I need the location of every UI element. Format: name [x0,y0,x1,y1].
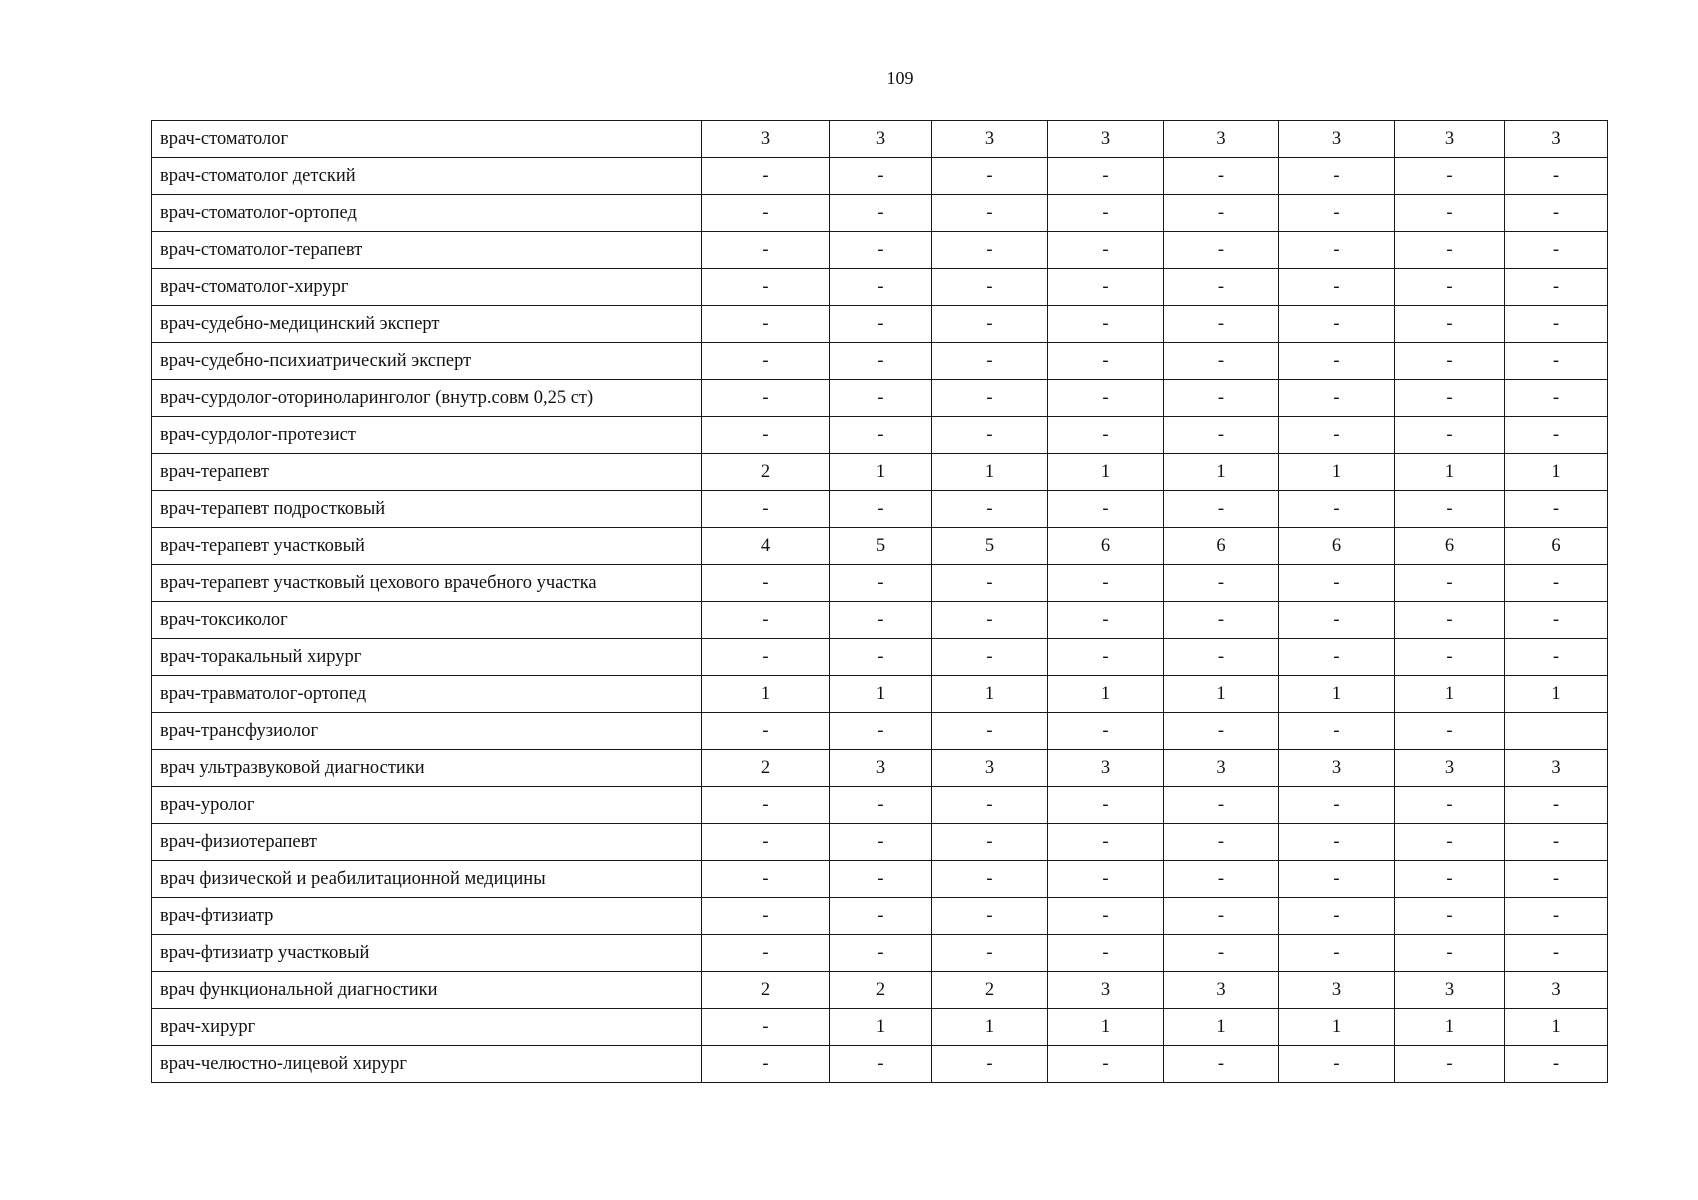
value-cell: - [1164,713,1279,750]
value-cell: - [702,639,830,676]
value-cell: 1 [1395,454,1505,491]
value-cell: - [1164,787,1279,824]
value-cell: - [1505,565,1608,602]
value-cell: - [1164,602,1279,639]
table-row [152,491,1608,528]
value-cell: 3 [1505,121,1608,158]
value-cell: - [932,787,1048,824]
value-cell: 3 [1048,972,1164,1009]
value-cell: - [702,565,830,602]
value-cell: 2 [702,454,830,491]
value-cell: - [830,898,932,935]
value-cell: 1 [1048,454,1164,491]
value-cell: 2 [932,972,1048,1009]
table-row [152,787,1608,824]
value-cell: - [1164,195,1279,232]
value-cell: - [932,639,1048,676]
table-body [152,121,1608,1083]
value-cell: - [1164,639,1279,676]
value-cell: 2 [830,972,932,1009]
table-row [152,713,1608,750]
value-cell: 1 [1279,676,1395,713]
value-cell: 3 [932,121,1048,158]
value-cell: - [932,195,1048,232]
table-row [152,306,1608,343]
value-cell: 3 [1048,750,1164,787]
position-name-cell: врач-стоматолог [152,121,702,158]
value-cell: - [702,861,830,898]
table-row [152,121,1608,158]
value-cell: - [932,269,1048,306]
value-cell: 1 [1279,454,1395,491]
position-name-cell: врач физической и реабилитационной медицины [152,861,702,898]
value-cell: - [1048,195,1164,232]
value-cell: - [830,1046,932,1083]
value-cell: - [702,1046,830,1083]
value-cell: - [1164,861,1279,898]
value-cell: 3 [1048,121,1164,158]
position-name-cell: врач-судебно-медицинский эксперт [152,306,702,343]
value-cell: - [1048,491,1164,528]
value-cell: - [1279,787,1395,824]
value-cell: - [1505,824,1608,861]
value-cell: 1 [932,676,1048,713]
table-row [152,602,1608,639]
value-cell: - [1279,269,1395,306]
value-cell: - [1279,380,1395,417]
value-cell: 6 [1279,528,1395,565]
table-row [152,861,1608,898]
value-cell: - [1279,898,1395,935]
value-cell: - [1395,787,1505,824]
staffing-table [151,120,1608,1083]
value-cell: 3 [1395,972,1505,1009]
value-cell: - [1395,232,1505,269]
value-cell: - [932,417,1048,454]
value-cell: - [1164,306,1279,343]
value-cell: 1 [1395,1009,1505,1046]
value-cell: - [702,158,830,195]
value-cell: - [830,602,932,639]
value-cell: - [1048,824,1164,861]
value-cell: - [1164,935,1279,972]
value-cell: - [702,898,830,935]
table-row [152,898,1608,935]
value-cell: 1 [932,454,1048,491]
value-cell: 1 [932,1009,1048,1046]
value-cell: - [932,343,1048,380]
table-row [152,972,1608,1009]
value-cell: - [1505,787,1608,824]
value-cell: - [1279,232,1395,269]
position-name-cell: врач функциональной диагностики [152,972,702,1009]
table-row [152,454,1608,491]
value-cell: - [1164,158,1279,195]
value-cell: - [1505,232,1608,269]
value-cell: - [1048,898,1164,935]
value-cell: - [1048,861,1164,898]
value-cell: - [702,306,830,343]
value-cell: - [1505,195,1608,232]
position-name-cell: врач-уролог [152,787,702,824]
position-name-cell: врач-челюстно-лицевой хирург [152,1046,702,1083]
position-name-cell: врач-хирург [152,1009,702,1046]
value-cell: - [1048,565,1164,602]
table-row [152,158,1608,195]
value-cell: - [1279,935,1395,972]
table-row [152,1009,1608,1046]
value-cell: - [1164,417,1279,454]
value-cell: 1 [1164,1009,1279,1046]
value-cell: - [1279,1046,1395,1083]
value-cell: - [1505,898,1608,935]
value-cell: - [1395,602,1505,639]
value-cell: 6 [1164,528,1279,565]
value-cell: - [1279,713,1395,750]
value-cell: - [1505,861,1608,898]
table-row [152,750,1608,787]
value-cell: - [830,380,932,417]
value-cell: - [830,306,932,343]
value-cell [1505,713,1608,750]
position-name-cell: врач ультразвуковой диагностики [152,750,702,787]
value-cell: 1 [830,1009,932,1046]
value-cell: 3 [1505,972,1608,1009]
value-cell: - [1505,380,1608,417]
value-cell: 6 [1048,528,1164,565]
value-cell: - [830,343,932,380]
value-cell: - [702,195,830,232]
value-cell: - [702,417,830,454]
value-cell: - [1279,639,1395,676]
value-cell: 3 [702,121,830,158]
value-cell: 1 [1505,1009,1608,1046]
value-cell: - [1279,417,1395,454]
value-cell: - [830,861,932,898]
table-row [152,232,1608,269]
value-cell: - [1048,158,1164,195]
position-name-cell: врач-терапевт [152,454,702,491]
value-cell: - [1505,602,1608,639]
value-cell: - [932,491,1048,528]
table-row [152,195,1608,232]
value-cell: - [1048,232,1164,269]
value-cell: - [702,713,830,750]
value-cell: - [1279,861,1395,898]
value-cell: - [702,232,830,269]
value-cell: 4 [702,528,830,565]
value-cell: - [702,380,830,417]
value-cell: - [1395,898,1505,935]
value-cell: - [830,417,932,454]
value-cell: - [1395,824,1505,861]
value-cell: - [1164,1046,1279,1083]
value-cell: - [1048,639,1164,676]
value-cell: - [1279,602,1395,639]
value-cell: - [1505,1046,1608,1083]
value-cell: - [1048,343,1164,380]
value-cell: - [1505,269,1608,306]
value-cell: - [1505,639,1608,676]
table-row [152,639,1608,676]
position-name-cell: врач-терапевт участковый цехового врачебного участка [152,565,702,602]
value-cell: - [1395,639,1505,676]
position-name-cell: врач-физиотерапевт [152,824,702,861]
value-cell: - [1505,158,1608,195]
value-cell: - [932,824,1048,861]
value-cell: - [702,824,830,861]
value-cell: - [932,306,1048,343]
value-cell: - [830,565,932,602]
table-row [152,343,1608,380]
value-cell: - [1164,824,1279,861]
value-cell: - [1279,565,1395,602]
value-cell: - [830,639,932,676]
value-cell: - [702,491,830,528]
position-name-cell: врач-стоматолог-терапевт [152,232,702,269]
value-cell: - [932,565,1048,602]
value-cell: - [1048,269,1164,306]
value-cell: 3 [1395,750,1505,787]
value-cell: - [1505,417,1608,454]
value-cell: - [1279,824,1395,861]
position-name-cell: врач-токсиколог [152,602,702,639]
value-cell: - [702,787,830,824]
value-cell: 6 [1395,528,1505,565]
value-cell: 5 [830,528,932,565]
table-row [152,824,1608,861]
value-cell: 3 [1164,750,1279,787]
value-cell: - [1395,343,1505,380]
value-cell: - [1279,306,1395,343]
table-row [152,935,1608,972]
value-cell: - [1048,602,1164,639]
table-row [152,269,1608,306]
value-cell: 3 [1164,972,1279,1009]
value-cell: 3 [1279,972,1395,1009]
position-name-cell: врач-сурдолог-протезист [152,417,702,454]
value-cell: - [1164,491,1279,528]
value-cell: 1 [830,454,932,491]
value-cell: - [830,935,932,972]
value-cell: - [702,602,830,639]
table-row [152,676,1608,713]
value-cell: - [932,861,1048,898]
value-cell: - [1164,898,1279,935]
value-cell: - [1395,306,1505,343]
value-cell: 3 [1164,121,1279,158]
position-name-cell: врач-торакальный хирург [152,639,702,676]
value-cell: 2 [702,972,830,1009]
table-row [152,565,1608,602]
value-cell: - [702,935,830,972]
value-cell: - [1048,1046,1164,1083]
value-cell: - [1048,380,1164,417]
value-cell: 3 [830,750,932,787]
value-cell: 1 [830,676,932,713]
value-cell: - [702,343,830,380]
value-cell: 3 [830,121,932,158]
value-cell: - [1505,491,1608,528]
position-name-cell: врач-судебно-психиатрический эксперт [152,343,702,380]
value-cell: - [1048,935,1164,972]
table-row [152,528,1608,565]
value-cell: - [1279,195,1395,232]
table-row [152,1046,1608,1083]
value-cell: - [830,491,932,528]
position-name-cell: врач-травматолог-ортопед [152,676,702,713]
position-name-cell: врач-сурдолог-оториноларинголог (внутр.совм 0,25 ст) [152,380,702,417]
value-cell: 3 [1279,121,1395,158]
value-cell: 1 [1279,1009,1395,1046]
value-cell: - [932,898,1048,935]
value-cell: 1 [1505,676,1608,713]
value-cell: - [1395,417,1505,454]
table-row [152,417,1608,454]
value-cell: 5 [932,528,1048,565]
value-cell: 3 [1505,750,1608,787]
value-cell: - [1279,343,1395,380]
value-cell: - [1395,269,1505,306]
value-cell: - [830,787,932,824]
value-cell: 1 [1164,676,1279,713]
value-cell: 1 [1164,454,1279,491]
value-cell: 3 [1279,750,1395,787]
value-cell: 6 [1505,528,1608,565]
value-cell: - [932,232,1048,269]
value-cell: - [830,824,932,861]
value-cell: - [830,713,932,750]
value-cell: - [830,158,932,195]
value-cell: 1 [702,676,830,713]
value-cell: 2 [702,750,830,787]
position-name-cell: врач-фтизиатр участковый [152,935,702,972]
position-name-cell: врач-стоматолог-ортопед [152,195,702,232]
value-cell: - [1164,343,1279,380]
value-cell: - [1048,713,1164,750]
value-cell: - [830,269,932,306]
value-cell: - [702,269,830,306]
value-cell: - [1395,195,1505,232]
value-cell: 1 [1048,1009,1164,1046]
value-cell: - [932,380,1048,417]
value-cell: - [1164,380,1279,417]
value-cell: - [1048,787,1164,824]
value-cell: - [932,602,1048,639]
value-cell: - [1395,713,1505,750]
value-cell: - [932,158,1048,195]
value-cell: 3 [932,750,1048,787]
position-name-cell: врач-терапевт подростковый [152,491,702,528]
value-cell: - [932,713,1048,750]
position-name-cell: врач-фтизиатр [152,898,702,935]
value-cell: - [1505,935,1608,972]
value-cell: - [1164,565,1279,602]
position-name-cell: врач-стоматолог-хирург [152,269,702,306]
value-cell: - [1505,343,1608,380]
value-cell: - [1279,158,1395,195]
value-cell: 1 [1505,454,1608,491]
value-cell: - [932,935,1048,972]
value-cell: - [1395,1046,1505,1083]
position-name-cell: врач-трансфузиолог [152,713,702,750]
value-cell: - [1279,491,1395,528]
value-cell: - [1505,306,1608,343]
position-name-cell: врач-стоматолог детский [152,158,702,195]
value-cell: - [1395,380,1505,417]
position-name-cell: врач-терапевт участковый [152,528,702,565]
value-cell: 3 [1395,121,1505,158]
value-cell: - [932,1046,1048,1083]
value-cell: - [1164,232,1279,269]
value-cell: - [1164,269,1279,306]
table-row [152,380,1608,417]
value-cell: - [1395,158,1505,195]
value-cell: - [1395,491,1505,528]
value-cell: - [702,1009,830,1046]
value-cell: 1 [1395,676,1505,713]
value-cell: - [1395,861,1505,898]
value-cell: 1 [1048,676,1164,713]
value-cell: - [830,232,932,269]
value-cell: - [1048,306,1164,343]
value-cell: - [1048,417,1164,454]
value-cell: - [830,195,932,232]
page-number: 109 [886,68,914,88]
value-cell: - [1395,565,1505,602]
value-cell: - [1395,935,1505,972]
